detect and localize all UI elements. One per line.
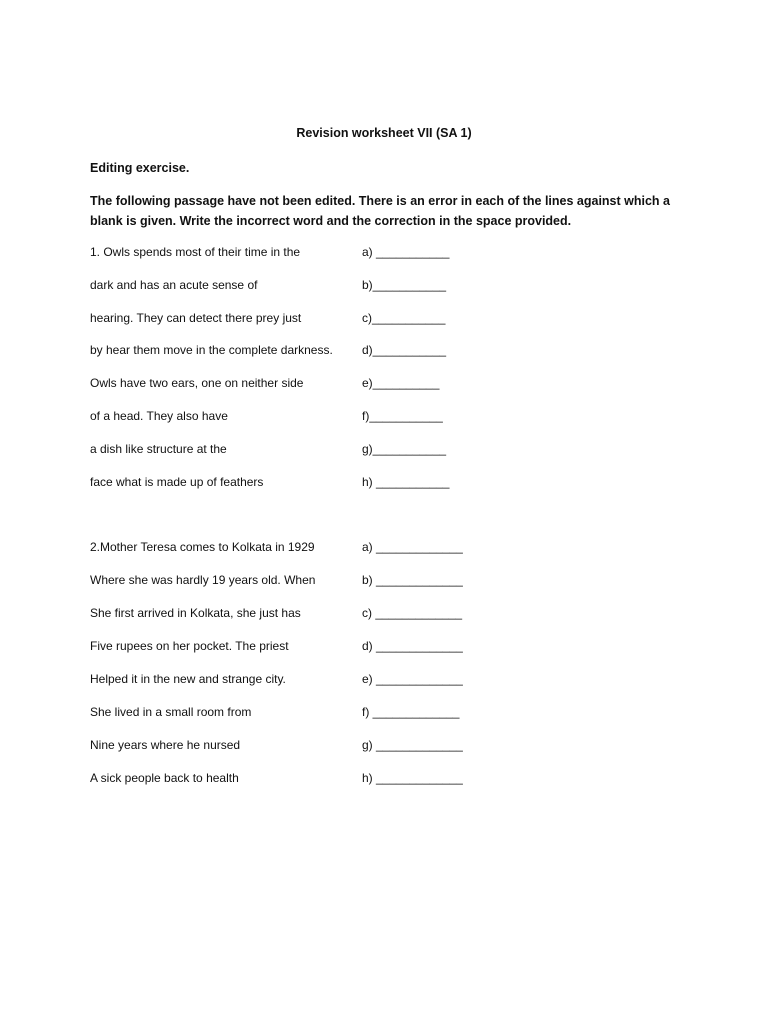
answer-blank: f)___________ — [362, 409, 443, 423]
passage-line: She lived in a small room from — [90, 705, 252, 719]
answer-blank: b)___________ — [362, 278, 447, 292]
passage-line: A sick people back to health — [90, 771, 239, 785]
exercise1-row — [90, 475, 690, 493]
exercise1-row — [90, 245, 690, 263]
passage-line: by hear them move in the complete darkness. — [90, 343, 333, 357]
passage-line: face what is made up of feathers — [90, 475, 264, 489]
passage-line: Nine years where he nursed — [90, 738, 241, 752]
exercise1-row — [90, 278, 690, 296]
section-heading: Editing exercise. — [90, 161, 190, 175]
exercise2-row — [90, 705, 690, 723]
answer-blank: a) ___________ — [362, 245, 450, 259]
exercise2-row — [90, 771, 690, 789]
exercise1-row — [90, 409, 690, 427]
answer-blank: h) _____________ — [362, 771, 463, 785]
exercise2-row — [90, 639, 690, 657]
answer-blank: f) _____________ — [362, 705, 460, 719]
passage-line: dark and has an acute sense of — [90, 278, 258, 292]
answer-blank: c)___________ — [362, 311, 446, 325]
instructions-paragraph: The following passage have not been edited. There is an error in each of the lines against which a blank is given. Write the incorrect word and the correction in the space provided. — [90, 194, 670, 228]
answer-blank: d) _____________ — [362, 639, 463, 653]
passage-line: Five rupees on her pocket. The priest — [90, 639, 289, 653]
answer-blank: e) _____________ — [362, 672, 463, 686]
answer-blank: b) _____________ — [362, 573, 463, 587]
answer-blank: d)___________ — [362, 343, 447, 357]
exercise2-row — [90, 540, 690, 558]
passage-line: Where she was hardly 19 years old. When — [90, 573, 316, 587]
exercise1-row — [90, 376, 690, 394]
passage-line: Helped it in the new and strange city. — [90, 672, 286, 686]
answer-blank: g)___________ — [362, 442, 447, 456]
passage-line: Owls have two ears, one on neither side — [90, 376, 304, 390]
answer-blank: e)__________ — [362, 376, 440, 390]
passage-line: 1. Owls spends most of their time in the — [90, 245, 301, 259]
exercise1-row — [90, 311, 690, 329]
exercise1-row — [90, 442, 690, 460]
passage-line: a dish like structure at the — [90, 442, 227, 456]
worksheet-title: Revision worksheet VII (SA 1) — [296, 126, 472, 140]
passage-line: hearing. They can detect there prey just — [90, 311, 302, 325]
exercise2-row — [90, 606, 690, 624]
answer-blank: g) _____________ — [362, 738, 463, 752]
exercise2-row — [90, 573, 690, 591]
passage-line: She first arrived in Kolkata, she just has — [90, 606, 301, 620]
passage-line: of a head. They also have — [90, 409, 228, 423]
answer-blank: h) ___________ — [362, 475, 450, 489]
answer-blank: c) _____________ — [362, 606, 463, 620]
passage-line: 2.Mother Teresa comes to Kolkata in 1929 — [90, 540, 315, 554]
exercise2-row — [90, 672, 690, 690]
exercise2-row — [90, 738, 690, 756]
exercise1-row — [90, 343, 690, 361]
answer-blank: a) _____________ — [362, 540, 463, 554]
